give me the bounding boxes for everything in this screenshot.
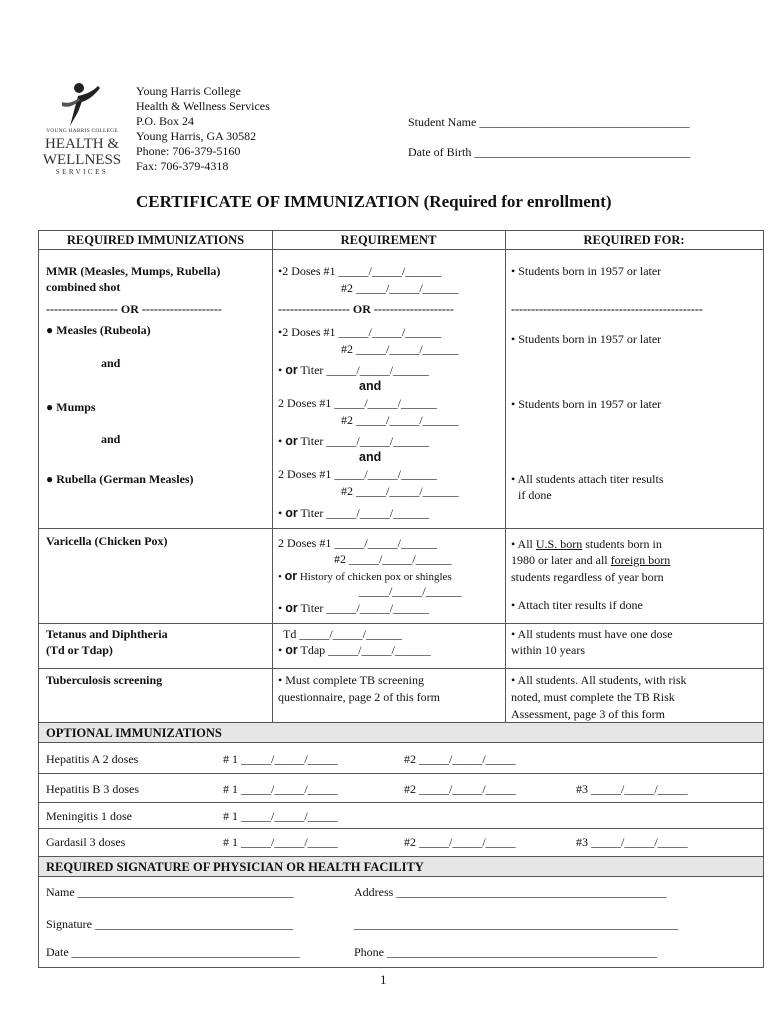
tetanus-required-for-2: within 10 years [511, 643, 585, 657]
row-divider [39, 773, 763, 774]
address-line: Health & Wellness Services [136, 99, 270, 113]
immunization-table [38, 230, 764, 968]
gardasil-name: Gardasil 3 doses [46, 835, 126, 849]
optional-header: OPTIONAL IMMUNIZATIONS [46, 726, 222, 740]
column-divider [272, 231, 273, 722]
phone-field[interactable]: Phone _____________________________________________ [354, 945, 657, 959]
mumps-dose1-field[interactable]: 2 Doses #1 _____/_____/______ [278, 396, 437, 410]
mumps-required-for: • Students born in 1957 or later [511, 397, 662, 411]
date-field[interactable]: Date ______________________________________ [46, 945, 300, 959]
row-divider [39, 828, 763, 829]
col-header-required-for: REQUIRED FOR: [583, 233, 685, 247]
measles-name: ● Measles (Rubeola) [46, 323, 151, 337]
text: students born in [582, 537, 662, 551]
varicella-dose2-field[interactable]: #2 _____/_____/______ [334, 552, 452, 566]
measles-required-for: • Students born in 1957 or later [511, 332, 662, 346]
rubella-titer-field[interactable] [278, 505, 429, 521]
hep-b-name: Hepatitis B 3 doses [46, 782, 139, 796]
measles-titer-field[interactable] [278, 362, 429, 378]
row-divider [39, 249, 763, 250]
or-label: or [285, 434, 298, 448]
address-field[interactable]: Address _____________________________________________ [354, 885, 667, 899]
and-label: and [359, 379, 382, 393]
tetanus-required-for: • All students must have one dose [511, 627, 673, 641]
measles-dose1-field[interactable]: •2 Doses #1 _____/_____/______ [278, 325, 442, 339]
varicella-required-for [511, 536, 662, 552]
and-label: and [101, 432, 121, 446]
rubella-dose1-field[interactable]: 2 Doses #1 _____/_____/______ [278, 467, 437, 481]
address-line: Young Harris, GA 30582 [136, 129, 257, 143]
mumps-titer-field[interactable] [278, 433, 429, 449]
row-divider [39, 668, 763, 669]
tdap-field[interactable]: • or Tdap _____/_____/______ [278, 643, 431, 657]
tb-requirement: • Must complete TB screening [278, 673, 424, 687]
mmr-name: MMR (Measles, Mumps, Rubella) [46, 264, 221, 278]
rubella-name: ● Rubella (German Measles) [46, 472, 194, 486]
or-label: or [285, 601, 298, 615]
titer-text: Titer _____/_____/______ [297, 434, 430, 448]
mmr-name-2: combined shot [46, 280, 121, 294]
tb-required-for: • All students. All students, with risk [511, 673, 687, 687]
titer-text: Titer _____/_____/______ [297, 363, 430, 377]
or-label: or [284, 569, 298, 583]
page-number: 1 [380, 972, 387, 987]
row-divider [39, 623, 763, 624]
meningitis-name: Meningitis 1 dose [46, 809, 132, 823]
titer-text: Titer _____/_____/______ [297, 506, 430, 520]
mmr-required-for: • Students born in 1957 or later [511, 264, 662, 278]
or-label: or [285, 643, 298, 657]
row-divider [39, 742, 763, 743]
row-divider [39, 722, 763, 723]
page-title: CERTIFICATE OF IMMUNIZATION (Required for enrollment) [136, 192, 612, 211]
mmr-dose2-field[interactable]: #2 _____/_____/______ [341, 281, 459, 295]
tetanus-name: Tetanus and Diphtheria [46, 627, 168, 641]
address-block [136, 84, 270, 174]
bullet: • [278, 506, 286, 520]
rubella-required-for: • All students attach titer results [511, 472, 664, 486]
or-separator: ------------------ OR -------------------- [278, 302, 454, 316]
text: 1980 or later and all [511, 553, 611, 567]
or-label: or [285, 363, 298, 377]
col-header-requirement: REQUIREMENT [340, 233, 437, 247]
hep-b-dose2[interactable]: #2 _____/_____/_____ [404, 782, 516, 796]
physician-name-field[interactable]: Name ____________________________________ [46, 885, 294, 899]
address-line: Phone: 706-379-5160 [136, 144, 241, 158]
varicella-required-for-2 [511, 552, 670, 568]
or-separator: ------------------------------------------------ [511, 302, 703, 316]
rubella-dose2-field[interactable]: #2 _____/_____/______ [341, 484, 459, 498]
column-divider [505, 231, 506, 722]
text: U.S. born [535, 537, 583, 551]
meningitis-dose1[interactable]: # 1 _____/_____/_____ [223, 809, 338, 823]
logo-wellness-text: WELLNESS [42, 152, 122, 168]
hep-b-dose3[interactable]: #3 _____/_____/_____ [576, 782, 688, 796]
varicella-name: Varicella (Chicken Pox) [46, 534, 168, 548]
mumps-name: ● Mumps [46, 400, 96, 414]
row-divider [39, 876, 763, 877]
bullet: • [278, 434, 286, 448]
hep-a-dose1[interactable]: # 1 _____/_____/_____ [223, 752, 338, 766]
row-divider [39, 528, 763, 529]
measles-dose2-field[interactable]: #2 _____/_____/______ [341, 342, 459, 356]
tb-name: Tuberculosis screening [46, 673, 163, 687]
address-line: P.O. Box 24 [136, 114, 195, 128]
logo-services-text: SERVICES [55, 168, 109, 176]
hep-a-dose2[interactable]: #2 _____/_____/_____ [404, 752, 516, 766]
address-line: Fax: 706-379-4318 [136, 159, 229, 173]
mumps-dose2-field[interactable]: #2 _____/_____/______ [341, 413, 459, 427]
logo-health-text: HEALTH & [44, 136, 120, 152]
mmr-dose1-field[interactable]: •2 Doses #1 _____/_____/______ [278, 264, 442, 278]
gardasil-dose3[interactable]: #3 _____/_____/_____ [576, 835, 688, 849]
or-separator: ------------------ OR -------------------- [46, 302, 222, 316]
signature-header: REQUIRED SIGNATURE OF PHYSICIAN OR HEALTH FACILITY [46, 860, 424, 874]
and-label: and [101, 356, 121, 370]
col-header-immunizations: REQUIRED IMMUNIZATIONS [66, 233, 245, 247]
tb-required-for-3: Assessment, page 3 of this form [511, 707, 665, 721]
bullet: • [278, 363, 286, 377]
varicella-dose1-field[interactable]: 2 Doses #1 _____/_____/______ [278, 536, 437, 550]
row-divider [39, 856, 763, 857]
signature-field[interactable]: Signature _________________________________ [46, 917, 293, 931]
td-field[interactable]: Td _____/_____/______ [283, 627, 402, 641]
rubella-required-for-2: if done [518, 488, 552, 502]
and-label: and [359, 450, 382, 464]
logo-top-text: YOUNG HARRIS COLLEGE [46, 128, 118, 134]
gardasil-dose1[interactable]: # 1 _____/_____/_____ [223, 835, 338, 849]
address-line-2[interactable]: ______________________________________________________ [354, 917, 678, 931]
varicella-history-date[interactable]: _____/_____/______ [359, 584, 462, 598]
tb-requirement-2: questionnaire, page 2 of this form [278, 690, 440, 704]
address-line: Young Harris College [136, 84, 241, 98]
tb-required-for-2: noted, must complete the TB Risk [511, 690, 675, 704]
text: foreign born [610, 553, 671, 567]
row-divider [39, 802, 763, 803]
figure-logo-icon [48, 82, 116, 128]
gardasil-dose2[interactable]: #2 _____/_____/_____ [404, 835, 516, 849]
date-of-birth-field[interactable]: Date of Birth ____________________________________ [408, 145, 691, 159]
varicella-required-for-4: • Attach titer results if done [511, 598, 643, 612]
titer-text: Titer _____/_____/______ [297, 601, 430, 615]
tetanus-name-2: (Td or Tdap) [46, 643, 113, 657]
text: • All [511, 537, 536, 551]
varicella-required-for-3: students regardless of year born [511, 570, 664, 584]
or-label: or [285, 506, 298, 520]
hep-a-name: Hepatitis A 2 doses [46, 752, 139, 766]
student-name-field[interactable]: Student Name ___________________________________ [408, 115, 690, 129]
hep-b-dose1[interactable]: # 1 _____/_____/_____ [223, 782, 338, 796]
college-logo [42, 82, 122, 182]
history-text: History of chicken pox or shingles [297, 571, 452, 583]
varicella-history-field[interactable]: • or History of chicken pox or shingles [278, 569, 452, 583]
varicella-titer-field[interactable]: • or Titer _____/_____/______ [278, 601, 430, 615]
tdap-text: Tdap _____/_____/______ [297, 643, 431, 657]
